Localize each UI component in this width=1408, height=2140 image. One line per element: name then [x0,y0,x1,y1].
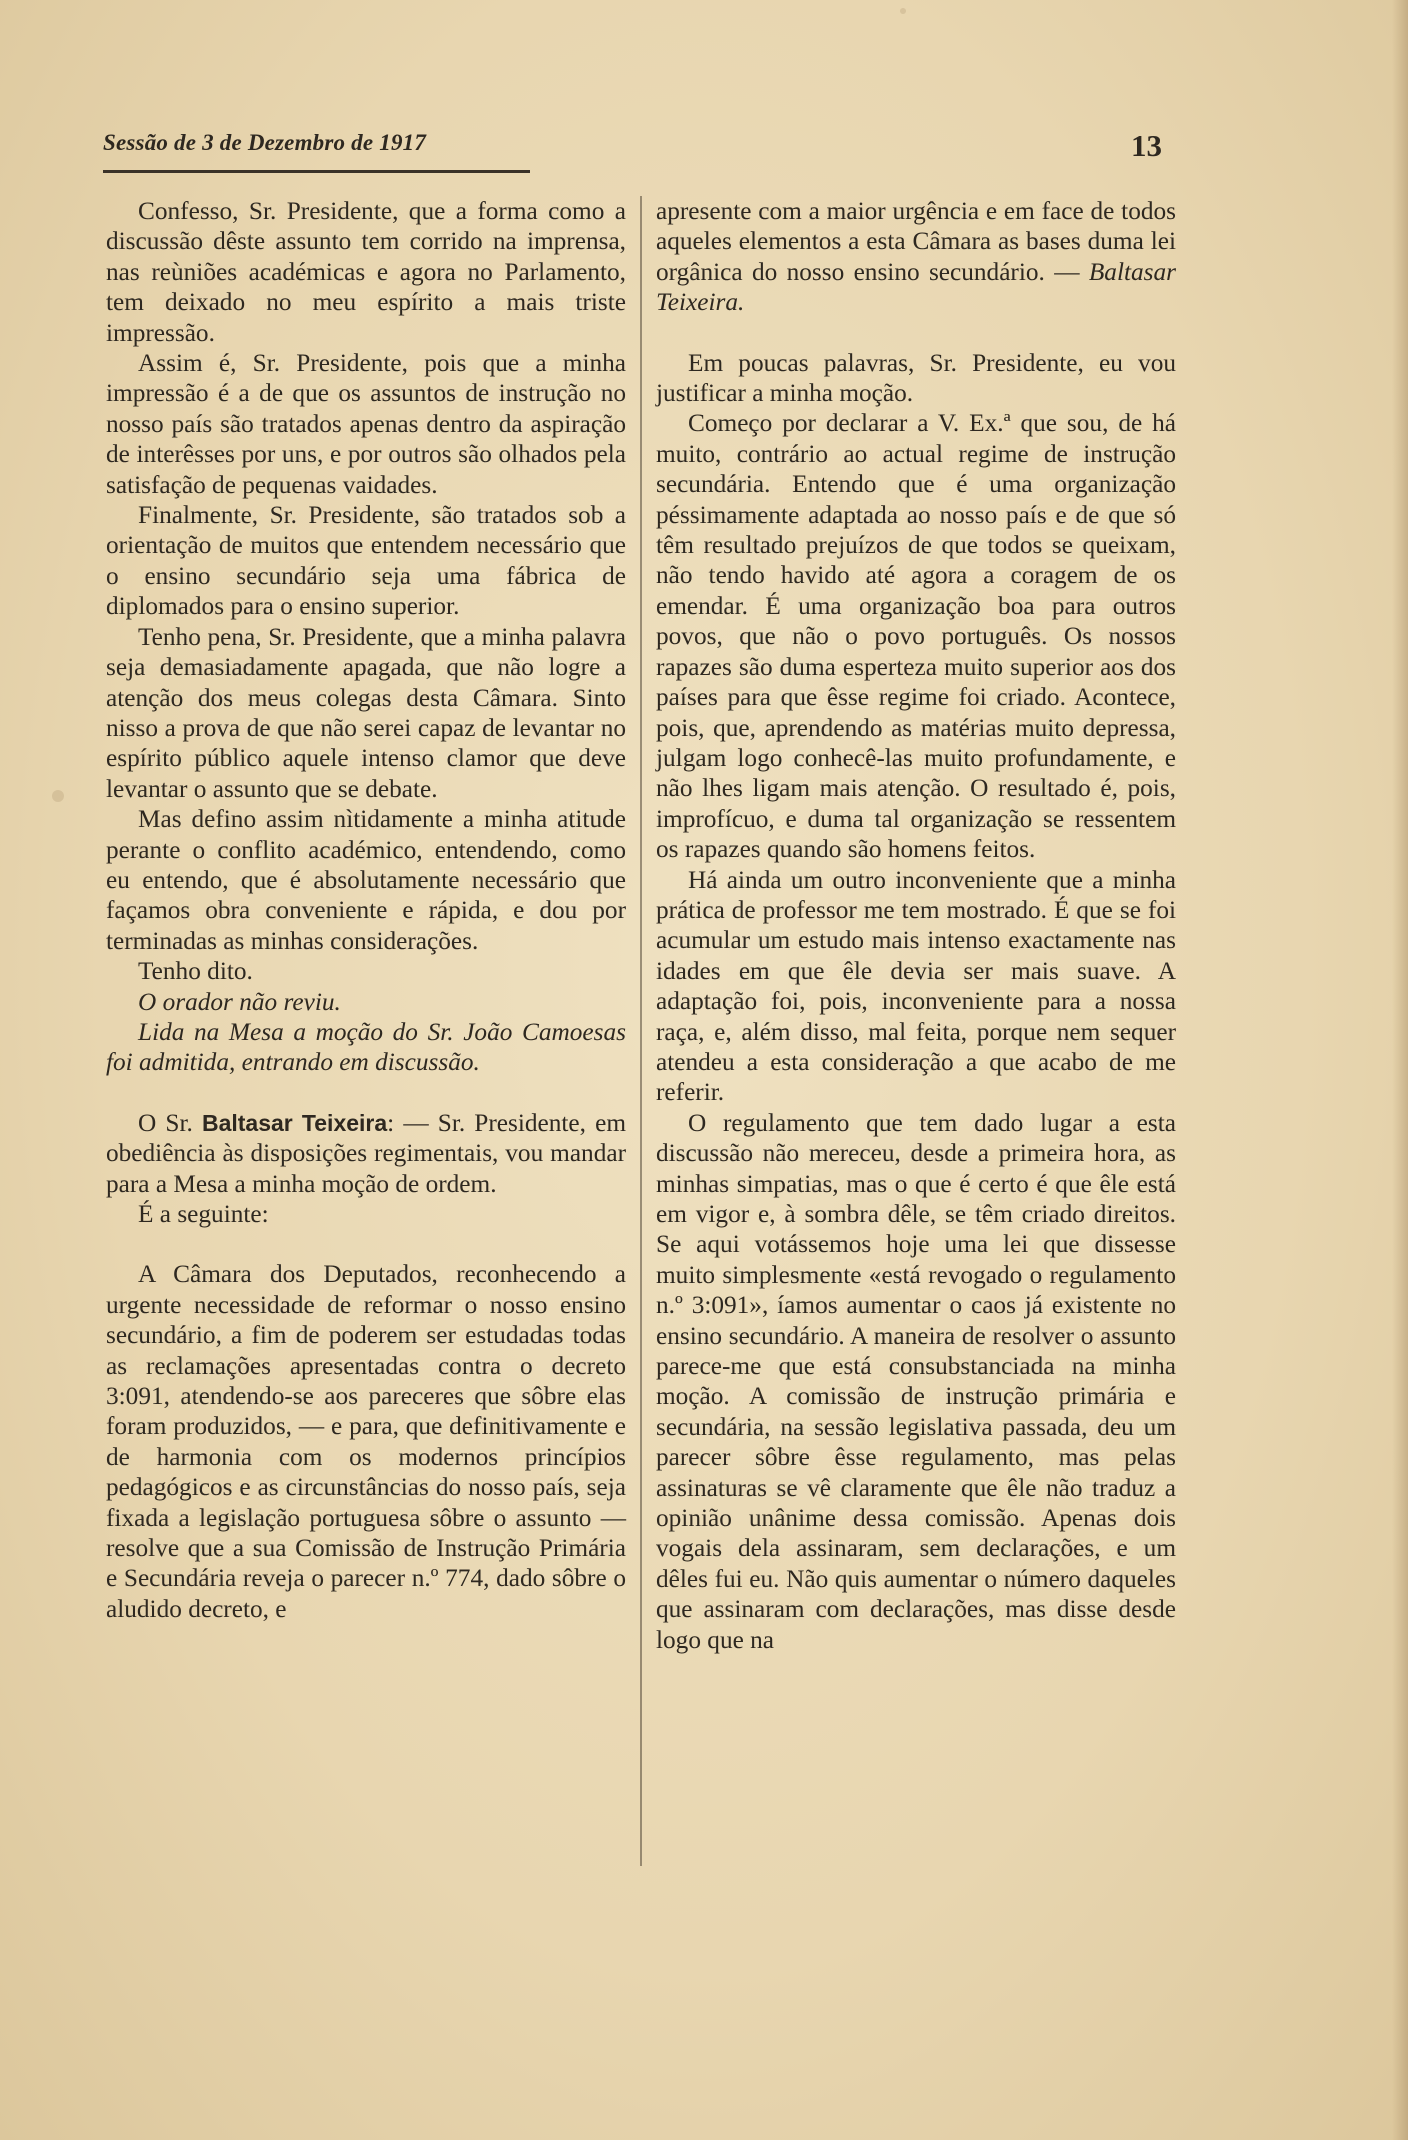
motion-text: A Câmara dos Deputados, reconhecendo a urgente necessidade de reformar o nosso ensino secundário, a fim de poderem ser estudadas todas as reclamações apresentadas contra o decreto 3:091, atendendo-se aos pareceres que sôbre elas foram produzidos, — e para, que definitivamente e de harmonia com os modernos princípios pedagógicos e as circunstâncias do nosso país, seja fixada a legislação portuguesa sôbre o assunto — resolve que a sua Comissão de Instrução Primária e Secundária reveja o parecer n.º 774, dado sôbre o aludido decreto, e [106,1260,626,1623]
paragraph: Finalmente, Sr. Presidente, são tratados sob a orientação de muitos que entendem necessário que o ensino secundário seja uma fábrica de diplomados para o ensino superior. [106,501,626,621]
spacer [106,1229,626,1259]
paragraph: Começo por declarar a V. Ex.ª que sou, de há muito, contrário ao actual regime de instrução secundária. Entendo que é uma organização péssimamente adaptada ao nosso país e de que só têm resultado prejuízos de que todos se queixam, não tendo havido até agora a coragem de os emendar. É uma organização boa para outros povos, que não o povo português. Os nossos rapazes são duma esperteza muito superior aos dos países para que êsse regime foi criado. Acontece, pois, que, aprendendo as matérias muito depressa, julgam logo conhecê-las muito profundamente, e não lhes ligam mais atenção. O resultado é, pois, improfícuo, e duma tal organização se ressentem os rapazes quando são homens feitos. [656,409,1176,864]
paragraph: Há ainda um outro inconveniente que a minha prática de professor me tem mostrado. É que se foi acumular um estudo mais intenso exactamente nas idades em que êle devia ser mais suave. A adaptação foi, pois, inconveniente para a nossa raça, e, além disso, mal feita, porque nem sequer atendeu a esta consideração a que acabo de me referir. [656,865,1176,1107]
motion-signature: Baltasar Teixeira. [656,257,1176,317]
running-head: Sessão de 3 de Dezembro de 1917 [103,130,427,155]
header-rule [103,170,530,173]
speaker-prefix: O Sr. [138,1108,193,1137]
paragraph: O regulamento que tem dado lugar a esta discussão não mereceu, desde a primeira hora, as minhas simpatias, mas o que é certo é que êle está em vigor e, à sombra dêle, se têm criado direitos. Se aqui votássemos hoje uma lei que dissesse muito simplesmente «está revogado o regulamento n.º 3:091», íamos aumentar o caos já existente no ensino secundário. A maneira de resolver o assunto parece-me que está consubstanciada na minha moção. A comissão de instrução primária e secundária, na sessão legislativa passada, deu um parecer sôbre êsse regulamento, mas pelas assinaturas se vê claramente que êle não traduz a opinião unânime dessa comissão. Apenas dois vogais dela assinaram, sem declarações, e um dêles fui eu. Não quis aumentar o número daqueles que assinaram com declarações, mas disse desde logo que na [656,1108,1176,1654]
paragraph: Confesso, Sr. Presidente, que a forma como a discussão dêste assunto tem corrido na imprensa, nas reùniões académicas e agora no Parlamento, tem deixado no meu espírito a mais triste impressão. [106,197,626,347]
paragraph: Tenho pena, Sr. Presidente, que a minha palavra seja demasiadamente apagada, que não logre a atenção dos meus colegas desta Câmara. Sinto nisso a prova de que não serei capaz de levantar no espírito público aquele intenso clamor que deve levantar o assunto que se debate. [106,622,626,803]
paragraph: Tenho dito. [138,957,253,986]
speech-text: : — Sr. Presidente, em obediência às disposições regimentais, vou mandar para a Mesa a minha moção de ordem. [106,1108,627,1198]
spacer [656,318,1176,348]
paragraph: Mas defino assim nìtidamente a minha atitude perante o conflito académico, entendendo, como eu entendo, que é absolutamente necessário que façamos obra conveniente e rápida, e dou por terminadas as minhas considerações. [106,805,626,955]
motion-continuation [656,196,1176,318]
editorial-note: Lida na Mesa a moção do Sr. João Camoesas foi admitida, entrando em discussão. [106,1017,626,1077]
column-divider [640,196,642,1866]
editorial-note: O orador não reviu. [138,987,341,1016]
page-number: 13 [1131,128,1162,163]
paragraph: Assim é, Sr. Presidente, pois que a minha impressão é a de que os assuntos de instrução no nosso país são tratados apenas dentro da aspiração de interêsses por uns, e por outros são olhados pela satisfação de pequenas vaidades. [106,349,626,499]
speaker-name: Baltasar Teixeira [201,1109,388,1136]
paper-stain [900,8,906,14]
paper-stain [52,790,64,802]
spacer [106,1078,626,1108]
paragraph: Em poucas palavras, Sr. Presidente, eu vou justificar a minha moção. [656,348,1176,408]
paragraph: É a seguinte: [138,1200,269,1228]
page-edge-shadow [1392,0,1408,2140]
motion-text: apresente com a maior urgência e em face de todos aqueles elementos a esta Câmara as bases duma lei orgânica do nosso ensino secundário. — [656,197,1176,286]
speech-paragraph [106,1108,626,1199]
left-column [106,196,626,1624]
right-column [656,196,1176,1655]
